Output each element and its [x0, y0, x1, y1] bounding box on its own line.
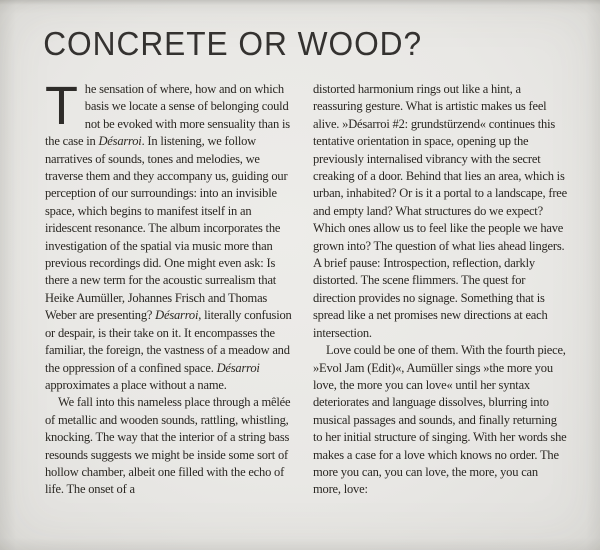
page-title: CONCRETE OR WOOD? [43, 25, 423, 62]
text-columns [45, 76, 568, 499]
right-paragraph-2: Love could be one of them. With the fourth piece, »Evol Jam (Edit)«, Aumüller sings »the more you love, the more you can love« until her syntax deteriorates and language dissolves, blurring into musical passages and sounds, and finally returning to her initial structure of singing. With her words she makes a case for a love which knows no order. The more you can, you can love, the more, you can more, love: [313, 343, 567, 497]
right-column [313, 81, 568, 499]
left-paragraph-1-text: he sensation of where, how and on which basis we locate a sense of belonging could not be evoked with more sensuality than is the case in Désarroi. In listening, we follow narratives of sounds, tones and melodies, we traverse them and they accompany us, guiding our perception of our surroundings: into an invisible space, which begins to manifest itself in an iridescent resonance. The album incorporates the investigation of the spatial via music more than previous recordings did. One might even ask: Is there a new term for the acoustic surrealism that Heike Aumüller, Johannes Frisch and Thomas Weber are presenting? Désarroi, literally confusion or despair, is their take on it. It encompasses the familiar, the foreign, the vastness of a meadow and the oppression of a confined space. Désarroi approximates a place without a name. [45, 82, 292, 392]
left-paragraph-1 [45, 76, 300, 394]
drop-cap: T [45, 76, 78, 136]
left-paragraph-2: We fall into this nameless place through a mêlée of metallic and wooden sounds, rattling, whistling, knocking. The way that the interior of a string bass resounds suggests we might be inside some sort of hollow chamber, albeit one filled with the echo of life. The onset of a [45, 395, 291, 497]
right-paragraph-1: distorted harmonium rings out like a hint, a reassuring gesture. What is artistic makes us feel alive. »Désarroi #2: grundstürzend« continues this tentative orientation in space, opening up the previously internalised vibrancy with the secret creaking of a door. Behind that lies an area, which is urban, inhabited? Or is it a portal to a landscape, free and empty land? What structures do we expect? Which ones allow us to feel like the people we have grown into? The question of what lies ahead lingers. A brief pause: Introspection, reflection, darkly distorted. The scene flimmers. The quest for direction provides no signage. Something that is spread like a net promises new directions at each intersection. [313, 82, 567, 340]
left-column [45, 76, 300, 499]
